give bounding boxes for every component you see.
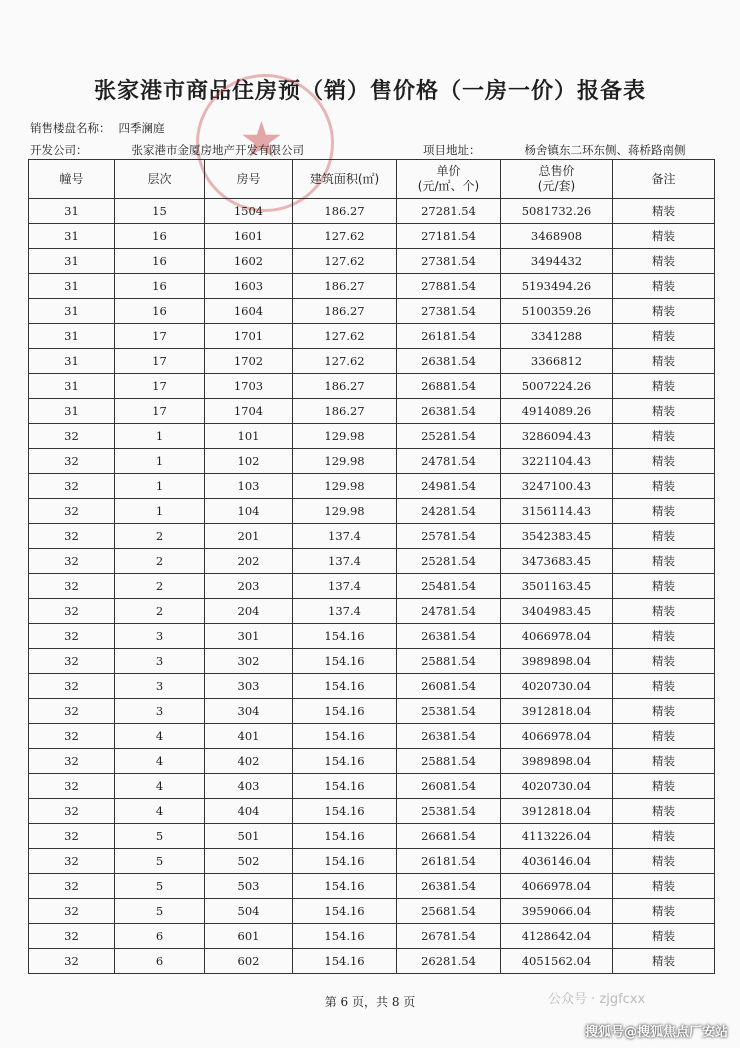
- column-header: 幢号: [29, 160, 115, 199]
- table-cell: 精装: [613, 199, 715, 224]
- table-cell: 4: [115, 774, 205, 799]
- table-cell: 3468908: [501, 224, 613, 249]
- column-header: 建筑面积(㎡): [293, 160, 397, 199]
- table-cell: 26081.54: [397, 774, 501, 799]
- table-cell: 127.62: [293, 324, 397, 349]
- table-row: [29, 799, 715, 824]
- table-cell: 25681.54: [397, 899, 501, 924]
- table-cell: 202: [205, 549, 293, 574]
- table-cell: 504: [205, 899, 293, 924]
- column-header: 备注: [613, 160, 715, 199]
- table-row: [29, 424, 715, 449]
- table-cell: 186.27: [293, 199, 397, 224]
- table-cell: 2: [115, 549, 205, 574]
- table-cell: 129.98: [293, 449, 397, 474]
- table-cell: 17: [115, 399, 205, 424]
- table-cell: 403: [205, 774, 293, 799]
- table-cell: 5007224.26: [501, 374, 613, 399]
- table-cell: 129.98: [293, 424, 397, 449]
- table-cell: 127.62: [293, 249, 397, 274]
- table-cell: 32: [29, 874, 115, 899]
- table-cell: 3341288: [501, 324, 613, 349]
- table-cell: 3989898.04: [501, 749, 613, 774]
- table-row: [29, 774, 715, 799]
- table-cell: 31: [29, 399, 115, 424]
- table-cell: 25481.54: [397, 574, 501, 599]
- table-cell: 4066978.04: [501, 874, 613, 899]
- table-cell: 32: [29, 824, 115, 849]
- table-cell: 精装: [613, 449, 715, 474]
- table-cell: 203: [205, 574, 293, 599]
- table-cell: 127.62: [293, 349, 397, 374]
- table-cell: 精装: [613, 549, 715, 574]
- table-cell: 27381.54: [397, 249, 501, 274]
- table-cell: 1: [115, 449, 205, 474]
- table-cell: 16: [115, 249, 205, 274]
- table-cell: 精装: [613, 749, 715, 774]
- table-cell: 3494432: [501, 249, 613, 274]
- table-cell: 32: [29, 524, 115, 549]
- table-row: [29, 549, 715, 574]
- table-cell: 32: [29, 424, 115, 449]
- table-cell: 154.16: [293, 649, 397, 674]
- table-cell: 4113226.04: [501, 824, 613, 849]
- table-cell: 3286094.43: [501, 424, 613, 449]
- table-cell: 1: [115, 424, 205, 449]
- table-cell: 204: [205, 599, 293, 624]
- table-cell: 31: [29, 249, 115, 274]
- table-cell: 3: [115, 699, 205, 724]
- table-row: [29, 899, 715, 924]
- table-cell: 154.16: [293, 924, 397, 949]
- table-cell: 精装: [613, 649, 715, 674]
- table-cell: 精装: [613, 849, 715, 874]
- table-cell: 3: [115, 674, 205, 699]
- table-cell: 102: [205, 449, 293, 474]
- table-cell: 31: [29, 324, 115, 349]
- table-cell: 31: [29, 199, 115, 224]
- table-cell: 32: [29, 699, 115, 724]
- table-cell: 26781.54: [397, 924, 501, 949]
- page-title: 张家港市商品住房预（销）售价格（一房一价）报备表: [93, 79, 646, 104]
- address-value: 杨舍镇东二环东侧、蒋桥路南侧: [524, 143, 686, 157]
- table-cell: 3959066.04: [501, 899, 613, 924]
- table-cell: 137.4: [293, 524, 397, 549]
- table-row: [29, 474, 715, 499]
- table-cell: 26281.54: [397, 949, 501, 974]
- table-cell: 129.98: [293, 499, 397, 524]
- table-cell: 3366812: [501, 349, 613, 374]
- table-cell: 26381.54: [397, 874, 501, 899]
- table-cell: 4066978.04: [501, 724, 613, 749]
- table-cell: 精装: [613, 874, 715, 899]
- table-cell: 1604: [205, 299, 293, 324]
- table-cell: 154.16: [293, 899, 397, 924]
- table-cell: 3501163.45: [501, 574, 613, 599]
- table-cell: 32: [29, 849, 115, 874]
- table-cell: 4: [115, 749, 205, 774]
- table-cell: 26081.54: [397, 674, 501, 699]
- table-row: [29, 274, 715, 299]
- table-cell: 6: [115, 949, 205, 974]
- table-cell: 精装: [613, 274, 715, 299]
- table-cell: 32: [29, 899, 115, 924]
- table-row: [29, 324, 715, 349]
- table-header-row: [29, 160, 715, 199]
- watermark-wechat: 公众号 · zjgfcxx: [548, 992, 646, 1007]
- table-row: [29, 374, 715, 399]
- table-row: [29, 449, 715, 474]
- table-cell: 精装: [613, 424, 715, 449]
- table-cell: 3221104.43: [501, 449, 613, 474]
- column-header: 单价 (元/㎡、个): [397, 160, 501, 199]
- table-cell: 32: [29, 624, 115, 649]
- table-cell: 32: [29, 749, 115, 774]
- seal-star-icon: ★: [239, 111, 284, 169]
- table-cell: 精装: [613, 899, 715, 924]
- table-cell: 32: [29, 574, 115, 599]
- table-cell: 303: [205, 674, 293, 699]
- table-cell: 4020730.04: [501, 674, 613, 699]
- address-label: 项目地址：: [423, 143, 481, 157]
- table-cell: 32: [29, 924, 115, 949]
- table-cell: 25881.54: [397, 749, 501, 774]
- table-cell: 154.16: [293, 949, 397, 974]
- column-header: 房号: [205, 160, 293, 199]
- table-cell: 25881.54: [397, 649, 501, 674]
- table-cell: 精装: [613, 799, 715, 824]
- table-cell: 31: [29, 274, 115, 299]
- table-row: [29, 524, 715, 549]
- table-cell: 503: [205, 874, 293, 899]
- table-cell: 32: [29, 674, 115, 699]
- table-cell: 27381.54: [397, 299, 501, 324]
- table-cell: 137.4: [293, 549, 397, 574]
- watermark-sohu: 搜狐号@搜狐焦点厂安站: [584, 1025, 728, 1040]
- table-cell: 17: [115, 324, 205, 349]
- table-row: [29, 599, 715, 624]
- table-cell: 26381.54: [397, 624, 501, 649]
- table-cell: 27181.54: [397, 224, 501, 249]
- page-number: 第 6 页，共 8 页: [324, 995, 416, 1009]
- table-cell: 4: [115, 724, 205, 749]
- table-cell: 4128642.04: [501, 924, 613, 949]
- table-cell: 3: [115, 649, 205, 674]
- table-cell: 32: [29, 499, 115, 524]
- table-cell: 精装: [613, 524, 715, 549]
- table-row: [29, 399, 715, 424]
- table-cell: 31: [29, 299, 115, 324]
- table-cell: 26181.54: [397, 849, 501, 874]
- developer-label: 开发公司：: [30, 143, 88, 157]
- table-cell: 101: [205, 424, 293, 449]
- table-cell: 5: [115, 849, 205, 874]
- table-cell: 154.16: [293, 874, 397, 899]
- table-cell: 154.16: [293, 624, 397, 649]
- table-row: [29, 199, 715, 224]
- table-cell: 1701: [205, 324, 293, 349]
- table-cell: 精装: [613, 299, 715, 324]
- table-cell: 186.27: [293, 374, 397, 399]
- table-cell: 5: [115, 899, 205, 924]
- table-cell: 26381.54: [397, 349, 501, 374]
- table-cell: 精装: [613, 474, 715, 499]
- project-label: 销售楼盘名称：: [30, 121, 111, 135]
- table-cell: 3156114.43: [501, 499, 613, 524]
- table-cell: 25281.54: [397, 424, 501, 449]
- table-cell: 4036146.04: [501, 849, 613, 874]
- table-cell: 16: [115, 274, 205, 299]
- table-cell: 25281.54: [397, 549, 501, 574]
- table-cell: 32: [29, 449, 115, 474]
- developer-value: 张家港市金厦房地产开发有限公司: [131, 143, 304, 157]
- table-row: [29, 499, 715, 524]
- table-cell: 186.27: [293, 274, 397, 299]
- table-row: [29, 574, 715, 599]
- table-cell: 15: [115, 199, 205, 224]
- table-cell: 4: [115, 799, 205, 824]
- table-cell: 104: [205, 499, 293, 524]
- table-cell: 401: [205, 724, 293, 749]
- table-cell: 17: [115, 374, 205, 399]
- address-row: [423, 142, 686, 158]
- table-cell: 154.16: [293, 749, 397, 774]
- table-cell: 154.16: [293, 824, 397, 849]
- table-row: [29, 299, 715, 324]
- table-cell: 精装: [613, 599, 715, 624]
- table-cell: 1: [115, 499, 205, 524]
- table-cell: 404: [205, 799, 293, 824]
- table-cell: 2: [115, 574, 205, 599]
- table-cell: 精装: [613, 724, 715, 749]
- table-cell: 2: [115, 599, 205, 624]
- table-cell: 154.16: [293, 724, 397, 749]
- table-cell: 186.27: [293, 399, 397, 424]
- table-cell: 精装: [613, 949, 715, 974]
- table-cell: 26181.54: [397, 324, 501, 349]
- price-table: [28, 159, 715, 974]
- table-cell: 24781.54: [397, 599, 501, 624]
- table-cell: 27881.54: [397, 274, 501, 299]
- table-cell: 201: [205, 524, 293, 549]
- table-row: [29, 249, 715, 274]
- table-cell: 31: [29, 224, 115, 249]
- developer-row: [30, 142, 304, 158]
- table-cell: 3912818.04: [501, 799, 613, 824]
- table-cell: 5: [115, 824, 205, 849]
- table-cell: 3912818.04: [501, 699, 613, 724]
- table-cell: 精装: [613, 924, 715, 949]
- table-cell: 24981.54: [397, 474, 501, 499]
- table-cell: 25781.54: [397, 524, 501, 549]
- table-cell: 2: [115, 524, 205, 549]
- table-row: [29, 674, 715, 699]
- table-cell: 301: [205, 624, 293, 649]
- table-cell: 502: [205, 849, 293, 874]
- table-cell: 4914089.26: [501, 399, 613, 424]
- table-cell: 16: [115, 224, 205, 249]
- table-cell: 16: [115, 299, 205, 324]
- table-cell: 32: [29, 724, 115, 749]
- table-cell: 137.4: [293, 599, 397, 624]
- table-cell: 129.98: [293, 474, 397, 499]
- table-cell: 4066978.04: [501, 624, 613, 649]
- table-row: [29, 224, 715, 249]
- table-row: [29, 749, 715, 774]
- table-cell: 1601: [205, 224, 293, 249]
- table-cell: 24781.54: [397, 449, 501, 474]
- table-row: [29, 849, 715, 874]
- table-cell: 3542383.45: [501, 524, 613, 549]
- table-cell: 3247100.43: [501, 474, 613, 499]
- table-cell: 3473683.45: [501, 549, 613, 574]
- table-cell: 601: [205, 924, 293, 949]
- table-cell: 27281.54: [397, 199, 501, 224]
- table-cell: 602: [205, 949, 293, 974]
- table-cell: 17: [115, 349, 205, 374]
- table-cell: 24281.54: [397, 499, 501, 524]
- table-cell: 6: [115, 924, 205, 949]
- table-cell: 154.16: [293, 699, 397, 724]
- table-row: [29, 724, 715, 749]
- table-cell: 26881.54: [397, 374, 501, 399]
- table-cell: 精装: [613, 574, 715, 599]
- table-cell: 26381.54: [397, 399, 501, 424]
- column-header: 总售价 (元/套): [501, 160, 613, 199]
- table-cell: 精装: [613, 324, 715, 349]
- table-cell: 5100359.26: [501, 299, 613, 324]
- table-cell: 137.4: [293, 574, 397, 599]
- table-cell: 25381.54: [397, 699, 501, 724]
- table-row: [29, 874, 715, 899]
- table-cell: 32: [29, 949, 115, 974]
- table-cell: 32: [29, 774, 115, 799]
- column-header: 层次: [115, 160, 205, 199]
- table-cell: 精装: [613, 624, 715, 649]
- table-cell: 103: [205, 474, 293, 499]
- project-value: 四季澜庭: [118, 121, 165, 135]
- table-cell: 精装: [613, 774, 715, 799]
- table-cell: 32: [29, 799, 115, 824]
- table-cell: 154.16: [293, 849, 397, 874]
- table-cell: 32: [29, 599, 115, 624]
- table-cell: 3989898.04: [501, 649, 613, 674]
- table-cell: 精装: [613, 349, 715, 374]
- table-cell: 1702: [205, 349, 293, 374]
- table-cell: 1704: [205, 399, 293, 424]
- table-cell: 402: [205, 749, 293, 774]
- table-cell: 1603: [205, 274, 293, 299]
- table-row: [29, 824, 715, 849]
- table-cell: 1703: [205, 374, 293, 399]
- table-cell: 精装: [613, 399, 715, 424]
- table-cell: 32: [29, 474, 115, 499]
- table-cell: 3404983.45: [501, 599, 613, 624]
- table-cell: 26381.54: [397, 724, 501, 749]
- table-cell: 1: [115, 474, 205, 499]
- table-cell: 4051562.04: [501, 949, 613, 974]
- table-row: [29, 699, 715, 724]
- table-cell: 5081732.26: [501, 199, 613, 224]
- project-name-row: [30, 120, 165, 136]
- table-row: [29, 349, 715, 374]
- table-cell: 302: [205, 649, 293, 674]
- table-cell: 精装: [613, 699, 715, 724]
- table-cell: 154.16: [293, 799, 397, 824]
- table-cell: 127.62: [293, 224, 397, 249]
- table-cell: 154.16: [293, 674, 397, 699]
- table-cell: 501: [205, 824, 293, 849]
- table-cell: 精装: [613, 224, 715, 249]
- table-cell: 精装: [613, 674, 715, 699]
- table-cell: 4020730.04: [501, 774, 613, 799]
- table-cell: 186.27: [293, 299, 397, 324]
- table-cell: 31: [29, 374, 115, 399]
- table-cell: 精装: [613, 374, 715, 399]
- table-cell: 154.16: [293, 774, 397, 799]
- table-cell: 26681.54: [397, 824, 501, 849]
- table-cell: 1602: [205, 249, 293, 274]
- table-cell: 精装: [613, 249, 715, 274]
- table-cell: 25381.54: [397, 799, 501, 824]
- table-cell: 精装: [613, 824, 715, 849]
- table-row: [29, 949, 715, 974]
- table-cell: 32: [29, 549, 115, 574]
- table-row: [29, 649, 715, 674]
- table-row: [29, 624, 715, 649]
- table-cell: 1504: [205, 199, 293, 224]
- table-cell: 32: [29, 649, 115, 674]
- table-cell: 5: [115, 874, 205, 899]
- table-cell: 304: [205, 699, 293, 724]
- table-cell: 精装: [613, 499, 715, 524]
- table-cell: 5193494.26: [501, 274, 613, 299]
- table-body: [29, 199, 715, 974]
- table-cell: 31: [29, 349, 115, 374]
- table-row: [29, 924, 715, 949]
- table-cell: 3: [115, 624, 205, 649]
